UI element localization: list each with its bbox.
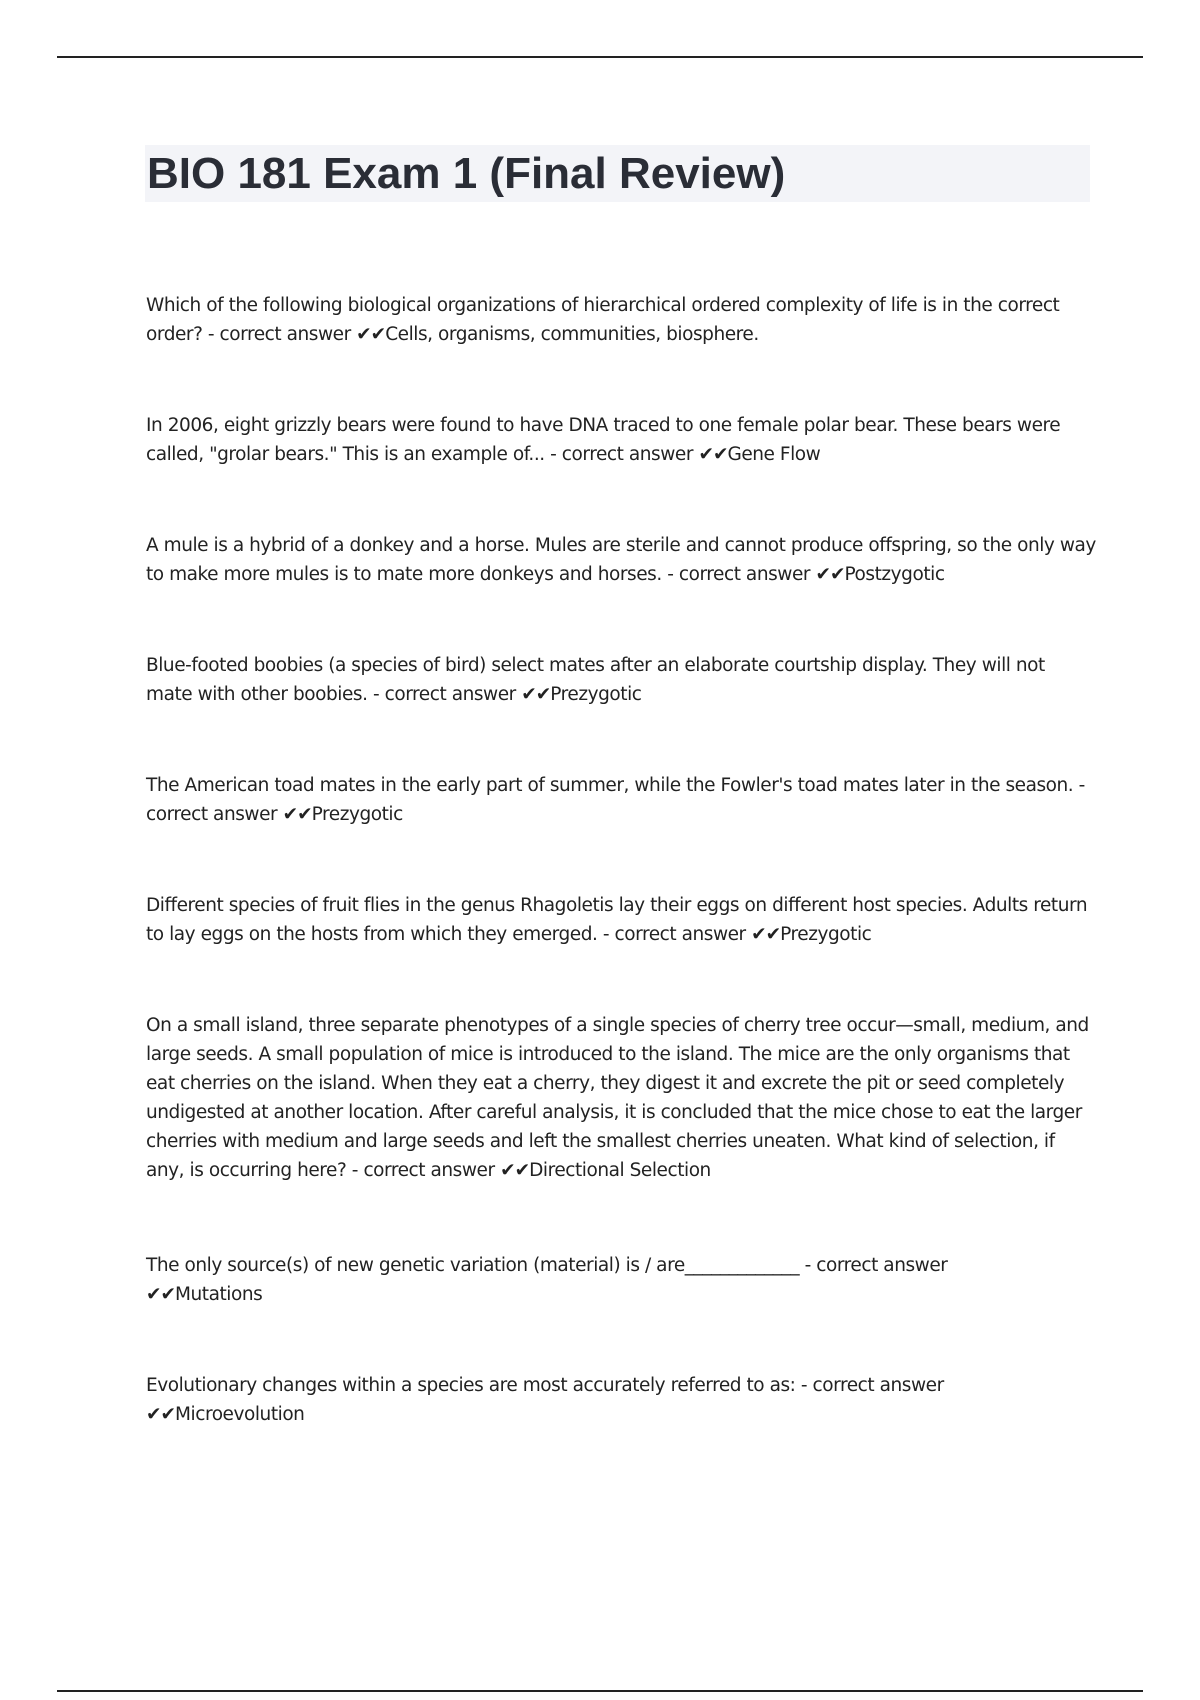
- answer-prefix: - correct answer: [804, 1255, 948, 1276]
- answer-text: Prezygotic: [311, 804, 403, 825]
- qa-item: [146, 651, 1096, 709]
- question-text: Different species of fruit flies in the genus Rhagoletis lay their eggs on different host species. Adults return to lay eggs on the hosts from which they emerged.: [146, 895, 1088, 945]
- question-text: On a small island, three separate phenotypes of a single species of cherry tree occur—small, medium, and large seeds. A small population of mice is introduced to the island. The mice are the only organisms that eat cherries on the island. When they eat a cherry, they digest it and excrete the pit or seed completely undigested at another location. After careful analysis, it is concluded that the mice chose to eat the larger cherries with medium and large seeds and left the smallest cherries uneaten. What kind of selection, if any, is occurring here?: [146, 1015, 1089, 1181]
- bottom-rule: [57, 1690, 1143, 1692]
- question-text: The only source(s) of new genetic variation (material) is / are_____________: [146, 1255, 800, 1276]
- qa-item: [146, 411, 1096, 469]
- qa-item: [146, 1011, 1096, 1185]
- answer-prefix: - correct answer: [146, 775, 1085, 825]
- answer-text: Gene Flow: [727, 444, 821, 465]
- answer-prefix: - correct answer: [207, 324, 351, 345]
- check-icon: ✔✔: [500, 1160, 530, 1181]
- page-title: BIO 181 Exam 1 (Final Review): [147, 149, 786, 198]
- answer-prefix: - correct answer: [667, 564, 811, 585]
- check-icon: ✔✔: [282, 804, 312, 825]
- answer-text: Microevolution: [175, 1404, 305, 1425]
- check-icon: ✔✔: [815, 564, 845, 585]
- answer-prefix: - correct answer: [800, 1375, 944, 1396]
- answer-text: Directional Selection: [529, 1160, 711, 1181]
- question-text: The American toad mates in the early part of summer, while the Fowler's toad mates later in the season.: [146, 775, 1074, 796]
- check-icon: ✔✔: [146, 1404, 176, 1425]
- qa-item: [146, 531, 1096, 589]
- qa-item: [146, 1371, 1096, 1429]
- answer-text: Cells, organisms, communities, biosphere.: [385, 324, 759, 345]
- answer-prefix: - correct answer: [550, 444, 693, 465]
- question-text: Blue-footed boobies (a species of bird) select mates after an elaborate courtship display. They will not mate with other boobies.: [146, 655, 1045, 705]
- answer-text: Prezygotic: [780, 924, 872, 945]
- check-icon: ✔✔: [751, 924, 781, 945]
- check-icon: ✔✔: [521, 684, 551, 705]
- question-text: Evolutionary changes within a species are most accurately referred to as:: [146, 1375, 796, 1396]
- answer-text: Postzygotic: [844, 564, 945, 585]
- question-text: Which of the following biological organizations of hierarchical ordered complexity of life is in the correct order?: [146, 295, 1060, 345]
- top-rule: [57, 56, 1143, 58]
- qa-item: [146, 1251, 1096, 1309]
- question-text: A mule is a hybrid of a donkey and a horse. Mules are sterile and cannot produce offspring, so the only way to make more mules is to mate more donkeys and horses.: [146, 535, 1096, 585]
- answer-text: Mutations: [175, 1284, 263, 1305]
- answer-prefix: - correct answer: [351, 1160, 495, 1181]
- check-icon: ✔✔: [146, 1284, 176, 1305]
- check-icon: ✔✔: [356, 324, 386, 345]
- answer-text: Prezygotic: [550, 684, 642, 705]
- check-icon: ✔✔: [698, 444, 728, 465]
- question-text: In 2006, eight grizzly bears were found to have DNA traced to one female polar bear. These bears were called, "grolar bears." This is an example of...: [146, 415, 1061, 465]
- answer-prefix: - correct answer: [372, 684, 516, 705]
- qa-item: [146, 291, 1096, 349]
- qa-item: [146, 891, 1096, 949]
- answer-prefix: - correct answer: [602, 924, 746, 945]
- qa-item: [146, 771, 1096, 829]
